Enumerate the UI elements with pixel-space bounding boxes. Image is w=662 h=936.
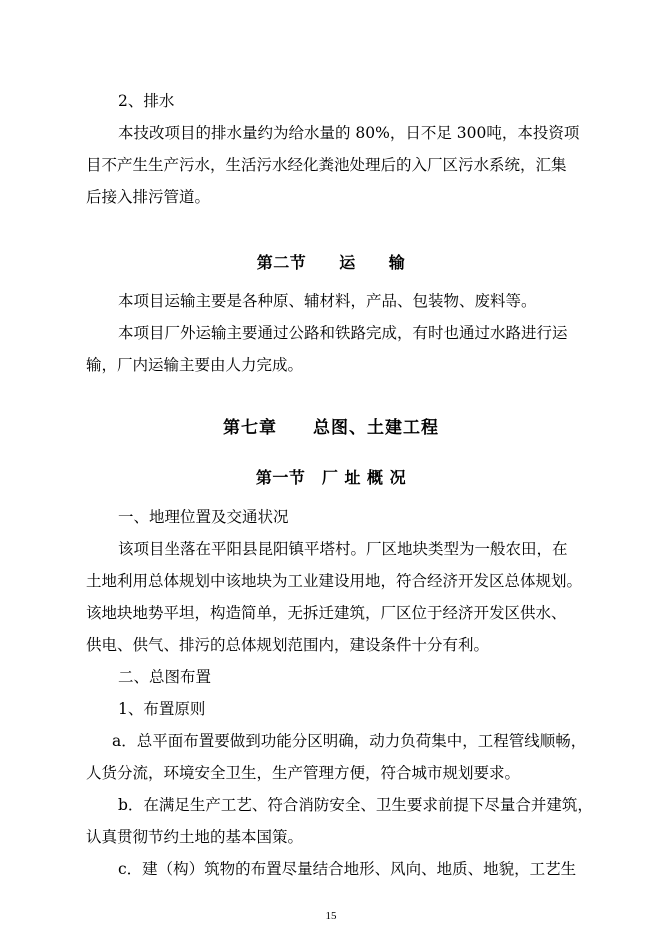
site-line-4: 供电、供气、排污的总体规划范围内，建设条件十分有利。 bbox=[86, 636, 490, 654]
chapter-title: 第七章 总图、土建工程 bbox=[223, 418, 439, 438]
item-b-line-1: b．在满足生产工艺、符合消防安全、卫生要求前提下尽量合并建筑， bbox=[118, 796, 593, 814]
transport-line-1: 本项目运输主要是各种原、辅材料，产品、包装物、废料等。 bbox=[118, 292, 537, 310]
drainage-line-3: 后接入排污管道。 bbox=[86, 188, 211, 206]
site-line-1: 该项目坐落在平阳县昆阳镇平塔村。厂区地块类型为一般农田，在 bbox=[118, 540, 568, 558]
transport-line-3: 输，厂内运输主要由人力完成。 bbox=[86, 356, 304, 374]
transport-heading: 第二节 运 输 bbox=[256, 253, 406, 272]
transport-line-2: 本项目厂外运输主要通过公路和铁路完成，有时也通过水路进行运 bbox=[118, 324, 568, 342]
layout-principle-heading: 1、布置原则 bbox=[118, 700, 206, 718]
site-subheading-location: 一、地理位置及交通状况 bbox=[118, 508, 289, 526]
item-a-line-1: a．总平面布置要做到功能分区明确，动力负荷集中，工程管线顺畅， bbox=[112, 732, 587, 750]
drainage-heading: 2、排水 bbox=[118, 92, 175, 110]
site-line-3: 该地块地势平坦，构造简单，无拆迁建筑，厂区位于经济开发区供水、 bbox=[86, 604, 567, 622]
site-line-2: 土地利用总体规划中该地块为工业建设用地，符合经济开发区总体规划。 bbox=[86, 572, 583, 590]
item-c-line-1: c．建（构）筑物的布置尽量结合地形、风向、地质、地貌，工艺生 bbox=[118, 860, 577, 878]
item-b-line-2: 认真贯彻节约土地的基本国策。 bbox=[86, 828, 304, 846]
drainage-line-1: 本技改项目的排水量约为给水量的 80%，日不足 300吨，本投资项 bbox=[118, 124, 580, 142]
layout-subheading: 二、总图布置 bbox=[118, 668, 212, 686]
site-heading: 第一节 厂 址 概 况 bbox=[255, 468, 407, 487]
drainage-line-2: 目不产生生产污水，生活污水经化粪池处理后的入厂区污水系统，汇集 bbox=[86, 156, 567, 174]
page-number: 15 bbox=[325, 910, 337, 922]
item-a-line-2: 人货分流，环境安全卫生，生产管理方便，符合城市规划要求。 bbox=[86, 764, 521, 782]
